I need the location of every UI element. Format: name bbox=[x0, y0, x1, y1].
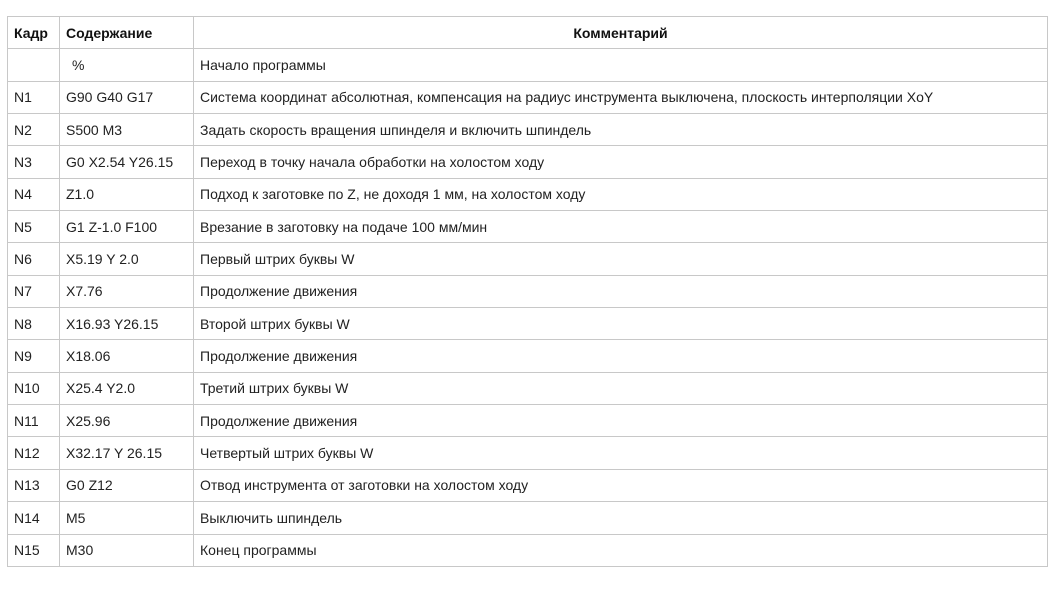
cell-frame bbox=[8, 49, 60, 81]
table-row bbox=[8, 114, 1048, 146]
cell-content: Z1.0 bbox=[60, 178, 194, 210]
cell-frame: N8 bbox=[8, 308, 60, 340]
cell-content: X7.76 bbox=[60, 275, 194, 307]
table-row bbox=[8, 146, 1048, 178]
table-row bbox=[8, 469, 1048, 501]
cell-frame: N3 bbox=[8, 146, 60, 178]
cell-content: G0 Z12 bbox=[60, 469, 194, 501]
table-row bbox=[8, 178, 1048, 210]
table-row bbox=[8, 405, 1048, 437]
cell-frame: N15 bbox=[8, 534, 60, 566]
cell-frame: N4 bbox=[8, 178, 60, 210]
table-row bbox=[8, 81, 1048, 113]
cell-frame: N10 bbox=[8, 372, 60, 404]
cell-content: G1 Z-1.0 F100 bbox=[60, 211, 194, 243]
cell-content: G90 G40 G17 bbox=[60, 81, 194, 113]
cell-content: S500 M3 bbox=[60, 114, 194, 146]
cell-comment: Выключить шпиндель bbox=[194, 502, 1048, 534]
table-row bbox=[8, 49, 1048, 81]
cell-comment: Конец программы bbox=[194, 534, 1048, 566]
cell-frame: N5 bbox=[8, 211, 60, 243]
cell-content: X25.96 bbox=[60, 405, 194, 437]
cell-frame: N6 bbox=[8, 243, 60, 275]
cell-frame: N11 bbox=[8, 405, 60, 437]
table-row bbox=[8, 437, 1048, 469]
cell-comment: Третий штрих буквы W bbox=[194, 372, 1048, 404]
cell-content: G0 X2.54 Y26.15 bbox=[60, 146, 194, 178]
cell-frame: N7 bbox=[8, 275, 60, 307]
cell-frame: N1 bbox=[8, 81, 60, 113]
cell-comment: Продолжение движения bbox=[194, 275, 1048, 307]
cell-comment: Четвертый штрих буквы W bbox=[194, 437, 1048, 469]
table-row bbox=[8, 340, 1048, 372]
cell-frame: N9 bbox=[8, 340, 60, 372]
cell-comment: Первый штрих буквы W bbox=[194, 243, 1048, 275]
cell-comment: Врезание в заготовку на подаче 100 мм/мин bbox=[194, 211, 1048, 243]
cell-comment: Подход к заготовке по Z, не доходя 1 мм, на холостом ходу bbox=[194, 178, 1048, 210]
cell-content: % bbox=[60, 49, 194, 81]
cell-comment: Начало программы bbox=[194, 49, 1048, 81]
cell-comment: Продолжение движения bbox=[194, 405, 1048, 437]
cell-comment: Продолжение движения bbox=[194, 340, 1048, 372]
table-header bbox=[8, 17, 1048, 49]
table-row bbox=[8, 308, 1048, 340]
table-row bbox=[8, 275, 1048, 307]
table-row bbox=[8, 243, 1048, 275]
cnc-program-table bbox=[7, 16, 1048, 567]
table-row bbox=[8, 502, 1048, 534]
cell-content: X32.17 Y 26.15 bbox=[60, 437, 194, 469]
cell-frame: N13 bbox=[8, 469, 60, 501]
cell-content: X18.06 bbox=[60, 340, 194, 372]
table-row bbox=[8, 534, 1048, 566]
table-row bbox=[8, 211, 1048, 243]
cell-comment: Переход в точку начала обработки на холостом ходу bbox=[194, 146, 1048, 178]
cell-frame: N14 bbox=[8, 502, 60, 534]
cell-content: M30 bbox=[60, 534, 194, 566]
cell-frame: N12 bbox=[8, 437, 60, 469]
table-body bbox=[8, 49, 1048, 567]
cell-frame: N2 bbox=[8, 114, 60, 146]
cell-comment: Задать скорость вращения шпинделя и включить шпиндель bbox=[194, 114, 1048, 146]
cell-content: X16.93 Y26.15 bbox=[60, 308, 194, 340]
header-comment: Комментарий bbox=[194, 17, 1048, 49]
cell-comment: Второй штрих буквы W bbox=[194, 308, 1048, 340]
header-frame: Кадр bbox=[8, 17, 60, 49]
cell-content: X5.19 Y 2.0 bbox=[60, 243, 194, 275]
cell-content: M5 bbox=[60, 502, 194, 534]
cell-comment: Система координат абсолютная, компенсация на радиус инструмента выключена, плоскость интерполяции XoY bbox=[194, 81, 1048, 113]
header-row bbox=[8, 17, 1048, 49]
header-content: Содержание bbox=[60, 17, 194, 49]
cell-comment: Отвод инструмента от заготовки на холостом ходу bbox=[194, 469, 1048, 501]
cell-content: X25.4 Y2.0 bbox=[60, 372, 194, 404]
table-row bbox=[8, 372, 1048, 404]
